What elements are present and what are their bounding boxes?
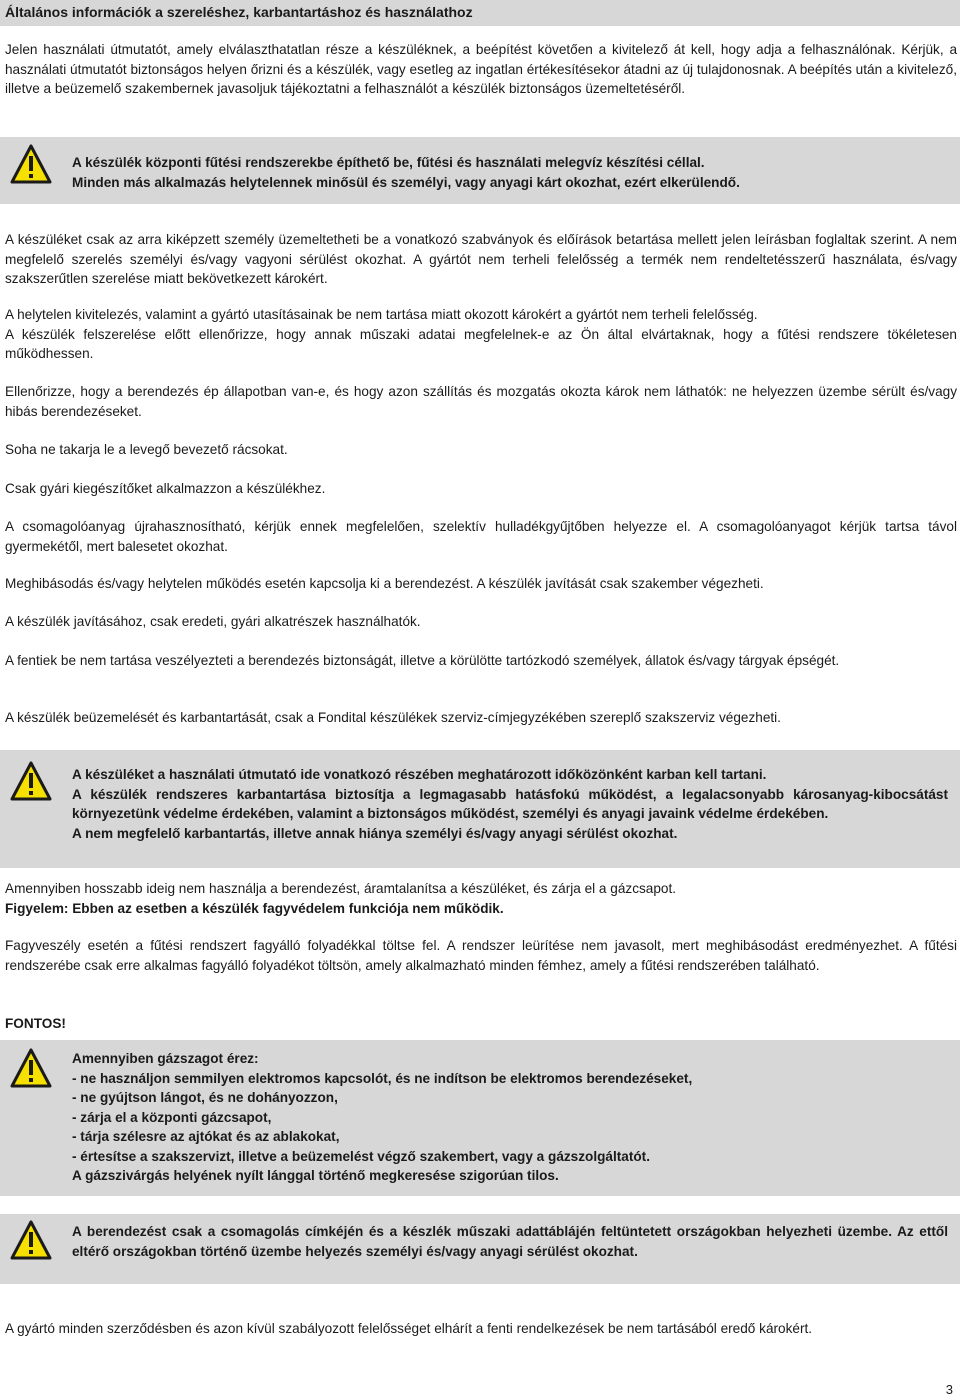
body-text: A készülék javításához, csak eredeti, gyári alkatrészek használhatók.: [5, 614, 421, 629]
warning-line: A berendezést csak a csomagolás címkéjén és a készlék műszaki adattáblájén feltüntetett országokban helyezheti üzembe. Az ettől eltérő országokban történő üzembe helyezés személyi és/vagy anyagi sérülést okozhat.: [72, 1224, 948, 1259]
body-paragraph: [5, 879, 957, 918]
body-paragraph: [5, 574, 957, 594]
body-paragraph: [5, 651, 957, 671]
warning-text: [72, 153, 948, 192]
footer-paragraph: [5, 1319, 957, 1339]
warning-text: [72, 1222, 948, 1261]
warning-list-item: - zárja el a központi gázcsapot,: [72, 1109, 272, 1125]
important-label: [5, 1014, 957, 1034]
intro-paragraph: [5, 40, 957, 99]
body-text: A helytelen kivitelezés, valamint a gyártó utasításainak be nem tartása miatt okozott károkért a gyártót nem terheli felelősség.: [5, 307, 758, 322]
warning-list-item: - ne gyújtson lángot, és ne dohányozzon,: [72, 1090, 338, 1105]
body-text: A fentiek be nem tartása veszélyezteti a berendezés biztonságát, illetve a körülötte tartózkodó személyek, állatok és/vagy tárgyak épségét.: [5, 653, 840, 668]
intro-text: Jelen használati útmutatót, amely elválaszthatatlan része a készüléknek, a beépítést követően a kivitelező át kell, hogy adja a felhasználónak. Kérjük, a használati útmutatót biztonságos helyen őrizni és a készülék, vagy esetleg az ingatlan értékesítésekor átadni az új tulajdonosnak. A beépítés után a kivitelező, illetve a beüzemelő szakembernek javasoljuk tájékoztatni a felhasználót a készülék biztonságos üzemeltetéséről.: [5, 42, 957, 96]
warning-box-usage: [0, 137, 960, 204]
body-paragraph: [5, 708, 957, 728]
warning-line: A készülék központi fűtési rendszerekbe építhető be, fűtési és használati melegvíz készítési céllal.: [72, 155, 705, 170]
warning-list-item: - értesítse a szakszervizt, illetve a beüzemelést végző szakembert, vagy a gázszolgáltatót.: [72, 1148, 650, 1164]
warning-triangle-icon: [10, 761, 52, 801]
page-number: 3: [945, 1382, 953, 1397]
warning-box-gas-smell: [0, 1040, 960, 1196]
body-text: Ellenőrizze, hogy a berendezés ép állapotban van-e, és hogy azon szállítás és mozgatás okozta károk nem láthatók: ne helyezzen üzembe sérült és/vagy hibás berendezéseket.: [5, 384, 957, 419]
warning-list-item: - ne használjon semmilyen elektromos kapcsolót, és ne indítson be elektromos berendezéseket,: [72, 1070, 693, 1086]
body-paragraph: [5, 612, 957, 632]
attention-text: Figyelem: Ebben az esetben a készülék fagyvédelem funkciója nem működik.: [5, 900, 504, 916]
body-text: A készülék felszerelése előtt ellenőrizze, hogy annak műszaki adatai megfelelnek-e az Ön által elvártaknak, hogy a fűtési rendszere tökéletesen működhessen.: [5, 326, 957, 361]
body-text: Amennyiben hosszabb ideig nem használja a berendezést, áramtalanítsa a készüléket, és zárja el a gázcsapot.: [5, 881, 677, 896]
body-text: Meghibásodás és/vagy helytelen működés esetén kapcsolja ki a berendezést. A készülék javítását csak szakember végezheti.: [5, 576, 764, 591]
body-text: Csak gyári kiegészítőket alkalmazzon a készülékhez.: [5, 481, 326, 496]
body-text: Fagyveszély esetén a fűtési rendszert fagyálló folyadékkal töltse fel. A rendszer leürítése nem javasolt, mert meghibásodást eredményezhet. A fűtési rendszerébe csak erre alkalmas fagyálló folyadékot töltsön, amely alkalmazható minden fémhez, amely a fűtési rendszerében található.: [5, 938, 957, 973]
warning-line: Minden más alkalmazás helytelennek minősül és személyi, vagy anyagi kárt okozhat, ezért elkerülendő.: [72, 174, 740, 190]
warning-triangle-icon: [10, 1220, 52, 1260]
warning-list-item: - tárja szélesre az ajtókat és az ablakokat,: [72, 1129, 340, 1144]
important-text: FONTOS!: [5, 1016, 66, 1031]
warning-title: Amennyiben gázszagot érez:: [72, 1051, 259, 1066]
body-text: A készülék beüzemelését és karbantartását, csak a Fondital készülékek szerviz-címjegyzékében szereplő szakszerviz végezheti.: [5, 710, 781, 725]
body-text: A csomagolóanyag újrahasznosítható, kérjük ennek megfelelően, szelektív hulladékgyűjtőben helyezze el. A csomagolóanyagot kérjük tartsa távol gyermekétől, mert balesetet okozhat.: [5, 519, 957, 554]
warning-text: [72, 1049, 948, 1186]
warning-triangle-icon: [10, 1048, 52, 1088]
body-paragraph: [5, 440, 957, 460]
warning-line: A készülék rendszeres karbantartása biztosítja a legmagasabb hatásfokú működést, a legalacsonyabb károsanyag-kibocsátást környezetünk védelme érdekében, valamint a biztonságos működést, személyi és anyagi javaink védelme érdekében.: [72, 786, 948, 821]
section-title: Általános információk a szereléshez, karbantartáshoz és használathoz: [5, 4, 473, 20]
warning-box-countries: [0, 1214, 960, 1284]
footer-text: A gyártó minden szerződésben és azon kívül szabályozott felelősséget elhárít a fenti rendelkezések be nem tartásából eredő károkért.: [5, 1321, 813, 1336]
warning-triangle-icon: [10, 144, 52, 184]
body-paragraph: [5, 382, 957, 421]
body-paragraph: [5, 230, 957, 289]
body-text: A készüléket csak az arra kiképzett személy üzemeltetheti be a vonatkozó szabványok és előírások betartása mellett jelen leírásban foglaltak szerint. A nem megfelelő szerelés személyi és/vagy vagyoni sérülést okozhat. A gyártót nem terheli felelősség a termék nem rendeltetésszerű használata, és/vagy szakszerűtlen szerelése miatt bekövetkezett károkért.: [5, 232, 957, 286]
body-paragraph: [5, 479, 957, 499]
body-paragraph: [5, 936, 957, 975]
warning-line: A készüléket a használati útmutató ide vonatkozó részében meghatározott időközönként karban kell tartani.: [72, 767, 767, 782]
warning-footer: A gázszivárgás helyének nyílt lánggal történő megkeresése szigorúan tilos.: [72, 1168, 559, 1183]
warning-line: A nem megfelelő karbantartás, illetve annak hiánya személyi és/vagy anyagi sérülést okozhat.: [72, 825, 678, 841]
warning-text: [72, 765, 948, 843]
body-paragraph: [5, 517, 957, 556]
body-text: Soha ne takarja le a levegő bevezető rácsokat.: [5, 442, 288, 457]
section-header-bar: [0, 0, 960, 26]
body-paragraph: [5, 305, 957, 364]
warning-box-maintenance: [0, 750, 960, 868]
